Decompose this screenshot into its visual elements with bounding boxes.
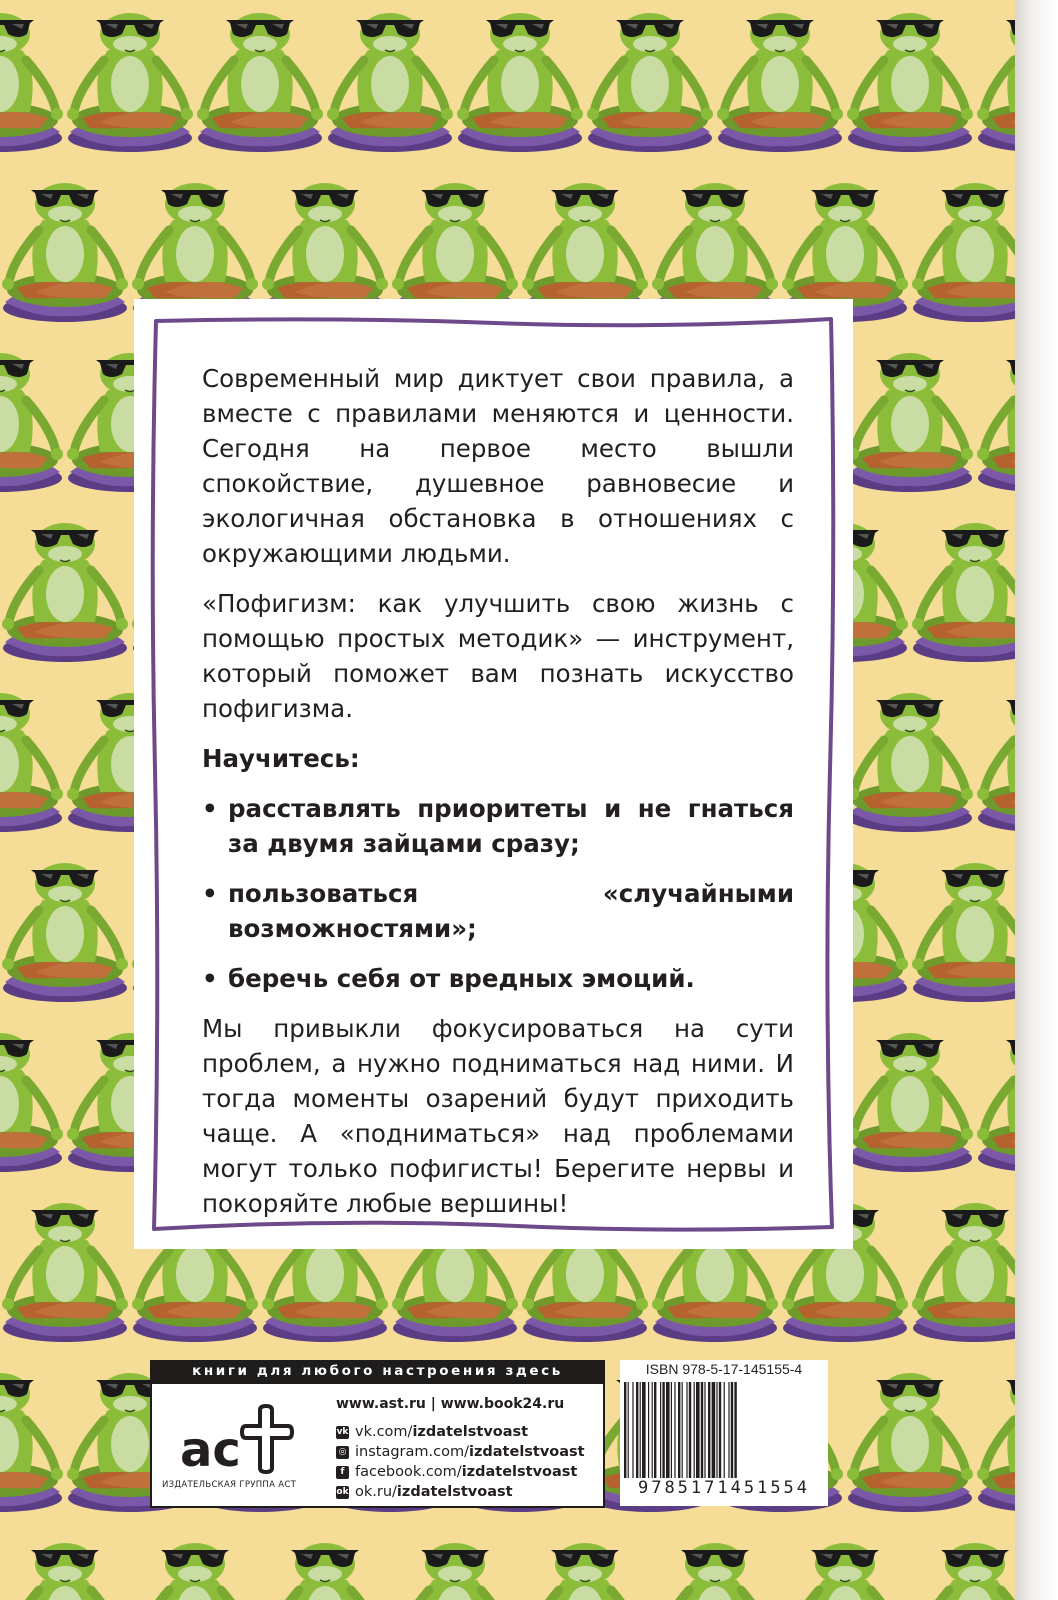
frog-illustration	[847, 13, 973, 152]
bullet-item	[202, 961, 794, 996]
social-vk[interactable]	[336, 1424, 528, 1440]
bullet-item	[202, 876, 794, 946]
logo-caption: ИЗДАТЕЛЬСКАЯ ГРУППА АСТ	[162, 1480, 297, 1490]
bullet-text: пользоваться «случайными возможностями»;	[228, 879, 794, 943]
frog-illustration	[717, 13, 843, 152]
paragraph-intro: Современный мир диктует свои правила, а вместе с правилами меняются и ценности. Сегодня на первое место вышли спокойствие, душевное равновесие и экологичная обстановка в отношениях с окружающими людьми.	[202, 364, 794, 568]
social-prefix: ok.ru/	[355, 1484, 397, 1500]
barcode-icon	[622, 1382, 826, 1482]
social-handle: izdatelstvoast	[396, 1484, 513, 1500]
frog-illustration	[0, 353, 63, 492]
bullet-mark: •	[202, 964, 218, 993]
social-instagram[interactable]	[336, 1444, 585, 1460]
paragraph-book: «Пофигизм: как улучшить свою жизнь с помощью простых методик» — инструмент, который поможет вам познать искусство пофигизма.	[202, 589, 794, 723]
publisher-block	[150, 1382, 605, 1508]
vk-icon: vk	[336, 1426, 349, 1437]
frog-illustration	[912, 863, 1015, 1002]
frog-illustration	[977, 353, 1015, 492]
frog-illustration	[912, 1543, 1015, 1600]
social-handle: izdatelstvoast	[412, 1424, 529, 1440]
frog-illustration	[0, 13, 63, 152]
frog-illustration	[132, 1543, 258, 1600]
social-prefix: facebook.com/	[355, 1464, 462, 1480]
frog-illustration	[2, 523, 128, 662]
frog-illustration	[847, 1373, 973, 1512]
frog-illustration	[0, 1373, 63, 1512]
frog-illustration	[847, 1033, 973, 1172]
bullet-mark: •	[202, 879, 218, 908]
frog-illustration	[2, 863, 128, 1002]
frog-illustration	[912, 183, 1015, 322]
frog-illustration	[262, 1543, 388, 1600]
frog-illustration	[847, 693, 973, 832]
bullet-mark: •	[202, 794, 218, 823]
frog-illustration	[392, 1543, 518, 1600]
barcode-digits: 9785171451554	[637, 1478, 811, 1498]
frog-illustration	[522, 1543, 648, 1600]
frog-illustration	[2, 1203, 128, 1342]
social-prefix: vk.com/	[355, 1424, 413, 1440]
frog-illustration	[912, 1203, 1015, 1342]
frog-illustration	[197, 13, 323, 152]
isbn-label: ISBN 978-5-17-145155-4	[645, 1361, 803, 1377]
frog-illustration	[2, 1543, 128, 1600]
frog-illustration	[977, 1373, 1015, 1512]
description-text	[202, 361, 794, 1236]
frog-illustration	[977, 1033, 1015, 1172]
paragraph-closing: Мы привыкли фокусироваться на сути проблем, а нужно подниматься над ними. И тогда моменты озарений будут приходить чаще. А «подниматься» над проблемами могут только пофигисты! Берегите нервы и покоряйте любые вершины!	[202, 1014, 794, 1218]
frog-illustration	[67, 13, 193, 152]
bullet-text: расставлять приоритеты и не гнаться за двумя зайцами сразу;	[228, 794, 794, 858]
bullet-text: беречь себя от вредных эмоций.	[228, 964, 695, 993]
logo-letters: ас	[180, 1422, 241, 1474]
frog-illustration	[2, 183, 128, 322]
odnoklassniki-icon: ok	[336, 1486, 349, 1497]
social-ok[interactable]	[336, 1484, 513, 1500]
instagram-icon: ◎	[336, 1446, 349, 1459]
web-links[interactable]: www.ast.ru | www.book24.ru	[336, 1396, 565, 1412]
frog-illustration	[782, 1543, 908, 1600]
description-panel	[134, 299, 853, 1249]
isbn-block	[620, 1360, 828, 1506]
frog-illustration	[0, 1033, 63, 1172]
ast-logo-icon	[180, 1404, 300, 1474]
social-handle: izdatelstvoast	[468, 1444, 585, 1460]
social-facebook[interactable]	[336, 1464, 577, 1480]
frog-illustration	[457, 13, 583, 152]
learn-heading: Научитесь:	[202, 744, 360, 773]
bullet-item	[202, 791, 794, 861]
frog-illustration	[847, 353, 973, 492]
frog-illustration	[0, 693, 63, 832]
frog-illustration	[977, 693, 1015, 832]
social-handle: izdatelstvoast	[461, 1464, 578, 1480]
frog-illustration	[587, 13, 713, 152]
frog-illustration	[912, 523, 1015, 662]
facebook-icon: f	[336, 1466, 349, 1479]
frog-illustration	[977, 13, 1015, 152]
social-prefix: instagram.com/	[355, 1444, 469, 1460]
frog-illustration	[327, 13, 453, 152]
frog-illustration	[652, 1543, 778, 1600]
page-edge	[1015, 0, 1058, 1600]
tagline-band: книги для любого настроения здесь	[150, 1360, 605, 1382]
